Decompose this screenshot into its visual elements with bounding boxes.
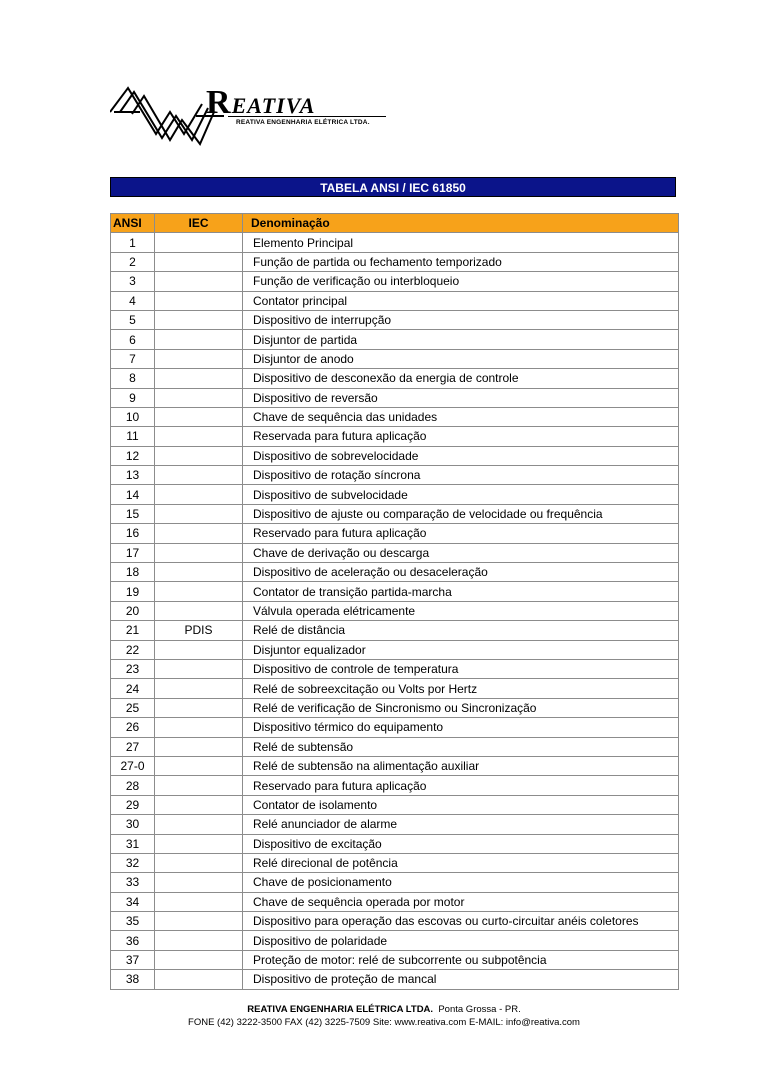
cell-denominacao: Dispositivo de reversão [243,388,679,407]
cell-ansi: 38 [111,970,155,989]
cell-denominacao: Função de verificação ou interbloqueio [243,272,679,291]
cell-iec [155,252,243,271]
cell-denominacao: Proteção de motor: relé de subcorrente ou subpotência [243,950,679,969]
footer-line-1 [0,1003,768,1016]
logo-subtitle: REATIVA ENGENHARIA ELÉTRICA LTDA. [236,119,370,126]
cell-ansi: 9 [111,388,155,407]
cell-denominacao: Dispositivo de subvelocidade [243,485,679,504]
table-row [111,310,679,329]
cell-ansi: 4 [111,291,155,310]
cell-denominacao: Dispositivo de ajuste ou comparação de velocidade ou frequência [243,504,679,523]
cell-denominacao: Contator principal [243,291,679,310]
cell-denominacao: Relé direcional de potência [243,853,679,872]
cell-iec [155,756,243,775]
cell-ansi: 14 [111,485,155,504]
cell-ansi: 8 [111,369,155,388]
cell-denominacao: Relé de verificação de Sincronismo ou Sincronização [243,698,679,717]
cell-iec [155,873,243,892]
company-logo [110,82,410,152]
cell-ansi: 21 [111,621,155,640]
page-footer [0,1003,768,1029]
cell-denominacao: Função de partida ou fechamento temporizado [243,252,679,271]
table-row [111,466,679,485]
cell-denominacao: Relé de subtensão [243,737,679,756]
cell-denominacao: Dispositivo para operação das escovas ou curto-circuitar anéis coletores [243,912,679,931]
cell-iec [155,950,243,969]
cell-denominacao: Chave de derivação ou descarga [243,543,679,562]
cell-iec [155,834,243,853]
table-row [111,563,679,582]
table-row [111,912,679,931]
table-row [111,543,679,562]
table-body [111,233,679,989]
cell-denominacao: Dispositivo de desconexão da energia de controle [243,369,679,388]
cell-iec [155,349,243,368]
cell-ansi: 2 [111,252,155,271]
cell-ansi: 27 [111,737,155,756]
header-denominacao: Denominação [243,214,679,233]
cell-denominacao: Elemento Principal [243,233,679,252]
cell-ansi: 16 [111,524,155,543]
cell-iec [155,563,243,582]
cell-ansi: 11 [111,427,155,446]
cell-ansi: 10 [111,407,155,426]
footer-city: Ponta Grossa - PR. [438,1004,521,1015]
cell-iec [155,931,243,950]
cell-iec [155,815,243,834]
cell-denominacao: Reservado para futura aplicação [243,524,679,543]
cell-iec [155,853,243,872]
cell-denominacao: Dispositivo de rotação síncrona [243,466,679,485]
table-row [111,795,679,814]
table-title: TABELA ANSI / IEC 61850 [110,177,676,197]
table-row [111,640,679,659]
table-row [111,233,679,252]
cell-iec [155,582,243,601]
cell-iec [155,543,243,562]
cell-denominacao: Dispositivo de controle de temperatura [243,659,679,678]
header-ansi: ANSI [111,214,155,233]
cell-iec [155,330,243,349]
cell-iec [155,233,243,252]
cell-iec [155,718,243,737]
table-row [111,873,679,892]
cell-ansi: 34 [111,892,155,911]
cell-ansi: 6 [111,330,155,349]
cell-ansi: 35 [111,912,155,931]
table-row [111,485,679,504]
cell-ansi: 32 [111,853,155,872]
cell-ansi: 5 [111,310,155,329]
table-row [111,718,679,737]
cell-denominacao: Disjuntor de anodo [243,349,679,368]
cell-denominacao: Chave de posicionamento [243,873,679,892]
cell-ansi: 29 [111,795,155,814]
cell-denominacao: Reservado para futura aplicação [243,776,679,795]
table-row [111,272,679,291]
cell-ansi: 15 [111,504,155,523]
table-row [111,524,679,543]
cell-iec [155,776,243,795]
cell-denominacao: Dispositivo de polaridade [243,931,679,950]
table-row [111,698,679,717]
table-row [111,931,679,950]
cell-iec [155,912,243,931]
cell-iec [155,485,243,504]
header-iec: IEC [155,214,243,233]
table-row [111,834,679,853]
cell-iec [155,446,243,465]
cell-denominacao: Contator de transição partida-marcha [243,582,679,601]
cell-iec [155,640,243,659]
cell-ansi: 1 [111,233,155,252]
table-row [111,446,679,465]
cell-iec [155,466,243,485]
table-row [111,369,679,388]
cell-ansi: 17 [111,543,155,562]
cell-iec [155,892,243,911]
cell-iec [155,291,243,310]
cell-iec [155,698,243,717]
cell-denominacao: Dispositivo de excitação [243,834,679,853]
table-row [111,970,679,989]
table-row [111,349,679,368]
cell-denominacao: Válvula operada elétricamente [243,601,679,620]
cell-ansi: 22 [111,640,155,659]
logo-wordmark: REATIVA [206,84,316,121]
cell-iec [155,310,243,329]
cell-denominacao: Dispositivo de sobrevelocidade [243,446,679,465]
table-row [111,601,679,620]
cell-ansi: 28 [111,776,155,795]
table-row [111,407,679,426]
table-row [111,737,679,756]
cell-ansi: 26 [111,718,155,737]
table-row [111,621,679,640]
cell-iec [155,272,243,291]
cell-denominacao: Disjuntor de partida [243,330,679,349]
cell-ansi: 18 [111,563,155,582]
cell-iec [155,427,243,446]
table-row [111,756,679,775]
cell-iec [155,601,243,620]
cell-iec [155,369,243,388]
table-row [111,950,679,969]
cell-denominacao: Relé de sobreexcitação ou Volts por Hertz [243,679,679,698]
cell-denominacao: Dispositivo de interrupção [243,310,679,329]
cell-denominacao: Dispositivo de proteção de mancal [243,970,679,989]
cell-denominacao: Chave de sequência das unidades [243,407,679,426]
ansi-table [110,213,679,990]
cell-ansi: 7 [111,349,155,368]
cell-ansi: 19 [111,582,155,601]
logo-divider [228,116,386,117]
cell-denominacao: Chave de sequência operada por motor [243,892,679,911]
cell-denominacao: Relé anunciador de alarme [243,815,679,834]
cell-denominacao: Dispositivo térmico do equipamento [243,718,679,737]
cell-iec [155,679,243,698]
cell-iec [155,795,243,814]
cell-ansi: 20 [111,601,155,620]
footer-contact: FONE (42) 3222-3500 FAX (42) 3225-7509 Site: www.reativa.com E-MAIL: info@reativa.com [188,1017,580,1028]
cell-iec [155,737,243,756]
cell-denominacao: Dispositivo de aceleração ou desaceleração [243,563,679,582]
cell-iec [155,388,243,407]
table-row [111,582,679,601]
cell-denominacao: Disjuntor equalizador [243,640,679,659]
table-row [111,815,679,834]
cell-ansi: 33 [111,873,155,892]
cell-ansi: 30 [111,815,155,834]
cell-ansi: 37 [111,950,155,969]
table-row [111,892,679,911]
cell-iec [155,524,243,543]
cell-ansi: 23 [111,659,155,678]
cell-iec [155,659,243,678]
cell-ansi: 13 [111,466,155,485]
footer-company: REATIVA ENGENHARIA ELÉTRICA LTDA. [247,1004,434,1015]
table-row [111,427,679,446]
cell-iec [155,970,243,989]
cell-denominacao: Relé de subtensão na alimentação auxiliar [243,756,679,775]
table-row [111,388,679,407]
cell-ansi: 31 [111,834,155,853]
cell-iec [155,504,243,523]
cell-ansi: 3 [111,272,155,291]
table-header-row [111,214,679,233]
table-row [111,679,679,698]
table-row [111,853,679,872]
cell-ansi: 25 [111,698,155,717]
cell-ansi: 24 [111,679,155,698]
table-row [111,659,679,678]
cell-ansi: 12 [111,446,155,465]
table-row [111,252,679,271]
cell-denominacao: Reservada para futura aplicação [243,427,679,446]
cell-ansi: 36 [111,931,155,950]
cell-denominacao: Contator de isolamento [243,795,679,814]
cell-iec [155,407,243,426]
table-row [111,330,679,349]
cell-iec: PDIS [155,621,243,640]
table-row [111,291,679,310]
cell-ansi: 27-0 [111,756,155,775]
table-row [111,504,679,523]
cell-denominacao: Relé de distância [243,621,679,640]
table-row [111,776,679,795]
